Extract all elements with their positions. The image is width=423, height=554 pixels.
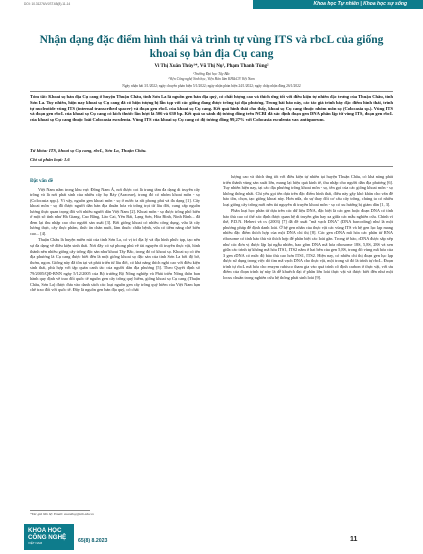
- issue-label: 65(8) 8.2023: [78, 538, 108, 544]
- paragraph: lượng cao và thích ứng tốt với điều kiện tự nhiên tại huyện Thuận Châu, có khả năng phát triển thành vùng sản xuất lớn, mang lại hiệu quả kinh tế, thu nhập cho người dân địa phương [6]. Tuy nhiên hiện nay, tại các địa phương trồng khoai môn - sọ, tên gọi của các giống khoai môn - sọ không thống nhất. Chỉ yếu gọi tên dựa trên đặc điểm hình thái, điều này gây khó khăn cho vấn đề bảo tồn, chọn, tạo giống khoai này. Hơn nữa, do sự thay đổi cơ cấu cây trồng, chúng ta có nhiều loại giống cây trồng mới nên tài nguyên di truyền khoai môn - sọ có xu hướng bị giảm dần [1, 3].: [223, 174, 393, 207]
- abstract-label: Tóm tắt:: [30, 94, 48, 99]
- paragraph: Phân loại học phân tử dựa trên các dữ liệu DNA, đặc biệt là các gen hoặc đoạn DNA có tính bảo thủ cao có thể xác định được quan hệ di truyền gần hay xa giữa các mẫu nghiên cứu. Chính vì thế, P.D.N. Hebert và cs (2003) [7] đã đề xuất "mã vạch DNA" (DNA barcoding) như là một phương pháp để định danh loài. Ở hệ gen nhân của thực vật các vùng ITS và hệ gen lục lạp mang nhiều đặc điểm thích hợp của một DNA chỉ thị [8]. Các gen rDNA mã hóa các phân tử RNA ribosome có tính bảo thủ và thích hợp để phân biệt các loài gần. Trong tế bào, rDNA được sắp xếp như các đơn vị được lặp lại ngẫu nhiên, bao gồm DNA mã hóa ribosome 18S, 5,8S, 28S và xen giữa các trình tự không mã hóa ITS1, ITS2 nằm ở hai bên của gen 5,8S, trong đó vùng mã hóa của 3 gen rDNA có mức độ bảo thủ cao hơn ITS1, ITS2. Hiện nay, có nhiều chỉ thị đoạn gen lục lạp được sử dụng trong việc dò tìm mã vạch DNA cho thực vật, một trong số đó là trình tự rbcL. Đoạn trình tự rbcL mã hóa cho enzym rubisco tham gia vào quá trình cố định carbon ở thực vật, với ưu điểm của đoạn trình tự này là dễ khuếch đại ở phần lớn loài thực vật và được biết đến như một locus chuẩn trong nghiên cứu hệ thống phát sinh loài [9].: [223, 208, 393, 280]
- divider: [30, 91, 393, 92]
- body-column-right: [223, 174, 393, 281]
- keywords-label: Từ khóa:: [30, 148, 48, 153]
- author-list: Vi Thị Xuân Thủy¹*, Vũ Thị Nụ¹, Phạm Thanh Tùng²: [154, 64, 269, 69]
- article-title: Nhận dạng đặc điểm hình thái và trình tự vùng ITS và rbcL của giống khoai sọ bản địa Cụ cang: [39, 34, 384, 60]
- paragraph: Thuận Châu là huyện miền núi của tỉnh Sơn La, có vị trí địa lý và địa hình phức tạp, tạo nên sự đa dạng về điều kiện sinh thái. Nơi đây có sự phong phú về tài nguyên di truyền thực vật, hình thành nên nhiều giống cây trồng đặc sản như khoai Tây Bắc, trong đó có khoai sọ. Khoai sọ có tên địa phương là Cụ cang được biết đến là một giống khoai sọ đặc sản của tỉnh Sơn La bởi độ bở, thơm, ngon. Giống này đã tồn tại và phát triển từ lâu đời, có khả năng thích nghi cao với điều kiện sinh thái, phù hợp với tập quán canh tác của người dân địa phương [5]. Theo Quyết định số 79/2005/QĐ-BNN ngày 5/12/2005 của Bộ trưởng Bộ Nông nghiệp và Phát triển Nông thôn ban hành quy định về trao đổi quốc tế nguồn gen cây trồng quý hiếm, giống khoai sọ Cụ cang (Thuận Châu, Sơn La) được đưa vào danh sách các loại nguồn gen cây trồng quý hiếm của Việt Nam hạn chế trao đổi với quốc tế. Đây là nguồn gen bản địa quý, có chất: [30, 237, 200, 293]
- footnote: *Tác giả liên hệ: Email: xuanthuy@utb.edu.vn: [30, 512, 94, 516]
- keywords: [30, 148, 393, 153]
- abstract: [30, 94, 393, 123]
- page-number: 11: [350, 536, 358, 543]
- logo-subtitle: VIỆT NAM: [28, 541, 43, 545]
- logo-line-1: KHOA HỌC: [28, 527, 62, 534]
- affiliation-1: ¹Trường Đại học Tây Bắc: [193, 72, 230, 76]
- body-column-left: [30, 173, 200, 294]
- divider: [30, 166, 393, 167]
- journal-logo: [24, 524, 74, 550]
- paragraph: Việt Nam nằm trong khu vực Đông Nam Á, nơi được coi là trung tâm đa dạng di truyền cây trồng và là nơi phát sinh của nhiều cây họ Ráy (Araceae), trong đó có nhóm khoai môn - sọ (Colocasia spp.). Vì vậy, nguồn gen khoai môn - sọ ở nước ta rất phong phú và đa dạng [1]. Cây khoai môn - sọ đã được người dân bản địa thuần hóa và trồng trọt từ lâu đời, cung cấp nguồn lương thực quan trọng đối với nhiều người dân Việt Nam [2]. Khoai môn - sọ được trồng phổ biến ở một số tỉnh như Hà Giang, Cao Bằng, Lào Cai, Yên Bái, Lạng Sơn, Hòa Bình, Ninh Bình... đã đem lại thu nhập cao cho người sản xuất [3]. Bởi giống khoai có nhiều công dụng, vừa là cây lương thực, cây thực phẩm, thức ăn chăn nuôi, làm thuốc chữa bệnh, vừa có tiềm năng chế biến cao... [4].: [30, 186, 200, 236]
- logo-line-2: CÔNG NGHỆ: [28, 534, 67, 541]
- classification-value: 1.6: [63, 157, 70, 162]
- affiliation-2: ²Viện Công nghệ Sinh học, Viện Hàn lâm KH&CN Việt Nam: [168, 77, 255, 81]
- footnote-divider: [30, 510, 90, 511]
- section-heading: Đặt vấn đề: [30, 179, 54, 184]
- doi-label: DOI: 10.31276/VJST.65(8).11-14: [24, 2, 71, 6]
- classification-label: Chỉ số phân loại:: [30, 157, 63, 162]
- abstract-text: Khoai sọ bản địa Cụ cang ở huyện Thuận Châu, tỉnh Sơn La là nguồn gen bản địa quý, có chất lượng cao và thích ứng tốt với điều kiện tự nhiên đặc trưng của Thuận Châu, tỉnh Sơn La. Tuy nhiên, hiện nay khoai sọ Cụ cang đã có hiện tượng bị lẫn tạp với các giống đang được trồng tại địa phương. Trong bài báo này, các tác giả trình bày đặc điểm hình thái, trình tự nucleotide vùng ITS (internal transcribed spacer) và đoạn gen rbcL của khoai sọ Cụ cang. Kết quả hình thái cho thấy, khoai sọ Cụ cang thuộc nhóm môn sọ (Colocasia sp.). Vùng ITS và đoạn gen rbcL của khoai sọ Cụ cang có kích thước lần lượt là 506 và 630 bp. Kết quả so sánh độ tương đồng trên NCBI đã xác định đoạn gen DNA phân lập từ vùng ITS, đoạn gen rbcL của khoai sọ Cụ cang thuộc loài Colocasia esculenta. Vùng ITS của khoai sọ Cụ cang có độ tương đồng 99,27% với Colocasia esculenta var. antiquorum.: [30, 94, 393, 123]
- classification: [30, 157, 393, 162]
- page-header: [0, 0, 423, 10]
- keywords-text: ITS, khoai sọ Cụ cang, rbcL, Sơn La, Thuận Châu.: [48, 148, 147, 153]
- section-tag: Khoa học Tự nhiên | Khoa học sự sống: [253, 0, 423, 9]
- submission-dates: Ngày nhận bài 3/1/2022; ngày chuyển phản biện 5/1/2022; ngày nhận phản biện 24/1/2022; ngày chấp nhận đăng 26/1/2022: [122, 84, 301, 88]
